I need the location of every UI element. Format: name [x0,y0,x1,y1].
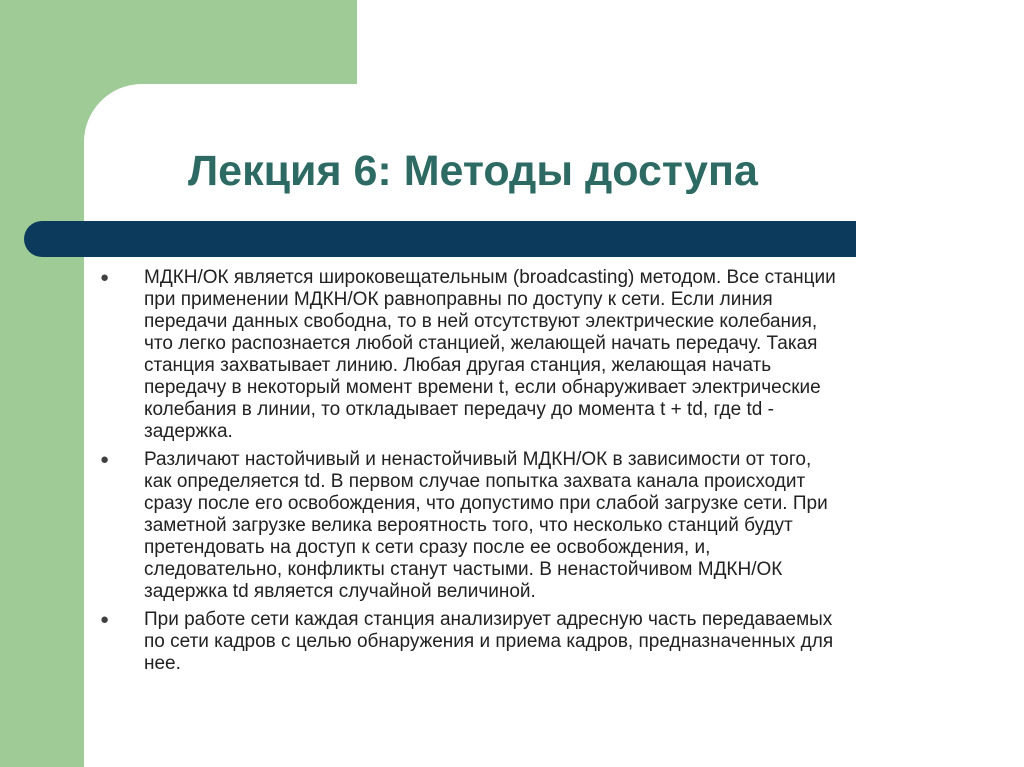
bullet-list [100,267,980,681]
bullet-text: При работе сети каждая станция анализирует адресную часть передаваемых по сети кадров с целью обнаружения и приема кадров, предназначенных для нее. [144,609,834,674]
bullet-item [100,449,980,603]
bullet-item [100,267,980,443]
bullet-text: МДКН/ОК является широковещательным (broadcasting) методом. Все станции при применении МДКН/ОК равноправны по доступу к сети. Если линия передачи данных свободна, то в ней отсутствуют электрические колебания, что легко распознается любой станцией, желающей начать передачу. Такая станция захватывает линию. Любая другая станция, желающая начать передачу в некоторый момент времени t, если обнаруживает электрические колебания в линии, то откладывает передачу до момента t + td, где td - задержка. [144,267,836,442]
white-top-area [357,0,1024,90]
bullet-icon: ● [100,451,110,468]
bullet-item [100,609,980,675]
bullet-icon: ● [100,269,110,286]
bullet-text: Различают настойчивый и ненастойчивый МДКН/ОК в зависимости от того, как определяется td. В первом случае попытка захвата канала происходит сразу после его освобождения, что допустимо при слабой загрузке сети. При заметной загрузке велика вероятность того, что несколько станций будут претендовать на доступ к сети сразу после ее освобождения, и, следовательно, конфликты станут частыми. В ненастойчивом МДКН/ОК задержка td является случайной величиной. [144,449,828,602]
title-underline-bar [24,221,856,257]
bullet-icon: ● [100,611,110,628]
slide-title: Лекция 6: Методы доступа [188,147,758,195]
